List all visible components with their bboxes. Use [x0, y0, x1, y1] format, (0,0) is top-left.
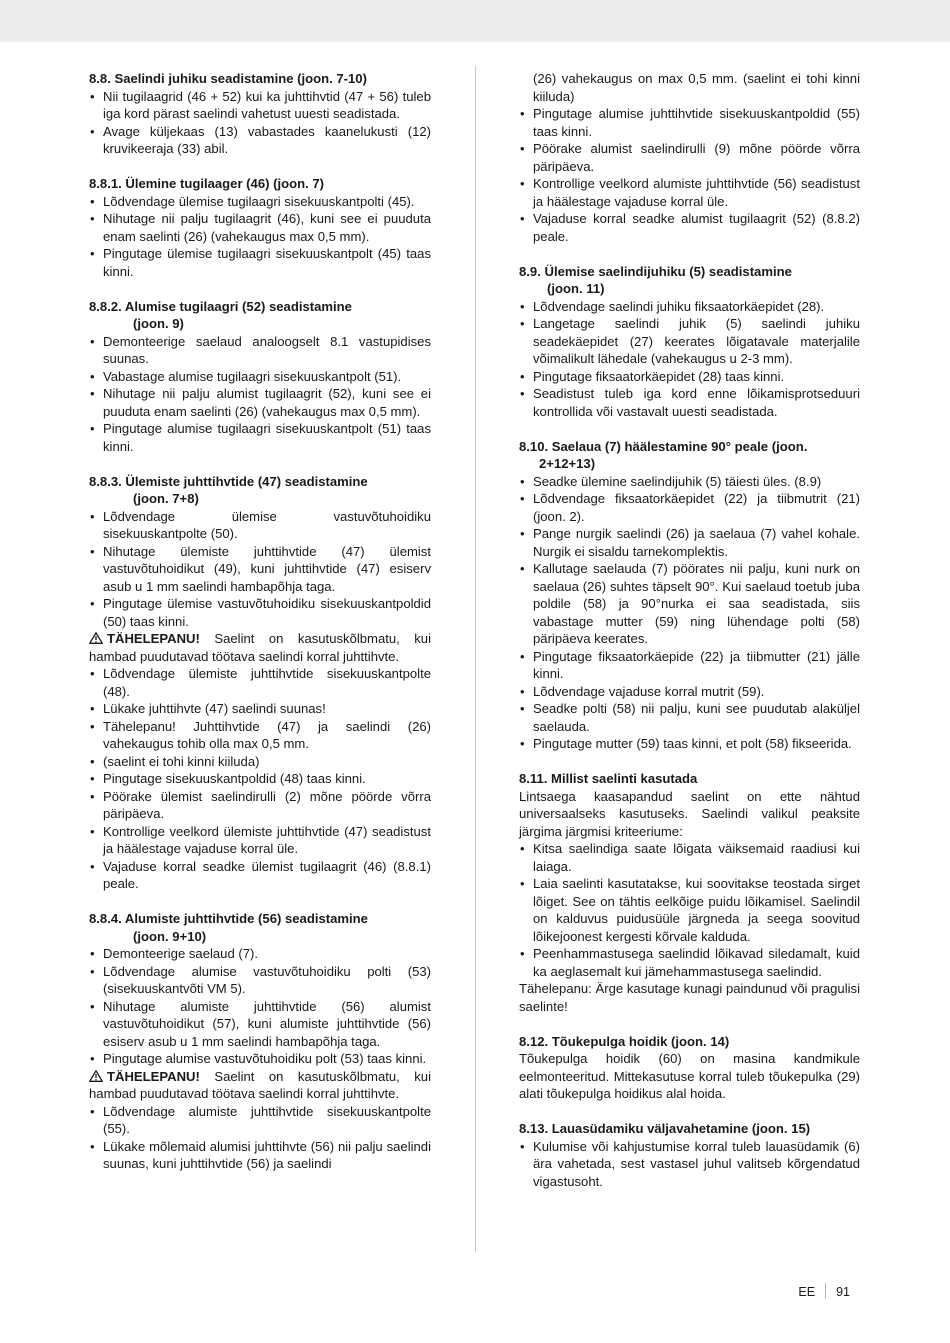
warning-label: TÄHELEPANU! [107, 1068, 200, 1084]
list-item: • Nihutage nii palju tugilaagrit (46), kuni see ei puuduta enam saelinti (26) (vahekaugus max 0,5 mm). [89, 210, 431, 245]
list-item: • Vajaduse korral seadke alumist tugilaagrit (52) (8.8.2) peale. [519, 210, 860, 245]
list-item: • Kallutage saelauda (7) pöörates nii palju, kuni nurk on saelaua (26) suhtes täpselt 90°. Kui saelaud toetub juba poldile (58) ja 90°nurka ei saa seadistada, siis vabastage mutter (59) ning lühendage polti (58) päripäeva keerates. [519, 560, 860, 648]
list-item: • Pingutage ülemise tugilaagri sisekuuskantpolt (45) taas kinni. [89, 245, 431, 280]
list-item: • Peenhammastusega saelindid lõikavad siledamalt, kuid ka aeglasemalt kui jämehammastusega saelindid. [519, 945, 860, 980]
list-item: • Vabastage alumise tugilaagri sisekuuskantpolt (51). [89, 368, 431, 386]
warning-text: Saelint on kasutuskõlbmatu, kui hambad puudutavad töötava saelindi korral juhttihvte. [89, 631, 431, 664]
list-item: • Laia saelinti kasutatakse, kui soovitakse teostada sirget lõiget. See on tähtis eelkõige puidu lõikamisel. Saelindil on kalduvus puidusüüle järgneda ja seega soovitud lõikejoonest kergesti kõrvale kalduda. [519, 875, 860, 945]
page-footer [798, 1283, 850, 1299]
heading-number: 8.9. [519, 263, 541, 279]
heading-continuation: (joon. 9) [133, 316, 184, 331]
list-item: • Nihutage ülemiste juhttihvtide (47) ülemist vastuvõtuhoidikut (49), kuni juhttihvtide (47) esiserv asub u 1 mm saelindi hambapõhja taga. [89, 543, 431, 596]
section-heading: 8.13. Lauasüdamiku väljavahetamine (joon. 15) [519, 1121, 811, 1136]
top-band [0, 0, 950, 42]
heading-title: Alumise tugilaagri (52) seadistamine [124, 298, 352, 314]
list-item: • Pingutage fiksaatorkäepidet (28) taas kinni. [519, 368, 860, 386]
section-8-8-1 [89, 175, 431, 280]
list-item: • Langetage saelindi juhik (5) saelindi juhiku seadekäepidet (27) keerates lõigatavale materjalile võimalikult lähedale (vahekaugus u 2-3 mm). [519, 315, 860, 368]
paragraph: Tõukepulga hoidik (60) on masina kandmikule eelmonteeritud. Mittekasutuse korral tuleb tõukepulka (29) alati tõukepulga hoidikus alal hoida. [519, 1051, 860, 1101]
section-heading [89, 910, 431, 945]
list-item: • Nii tugilaagrid (46 + 52) kui ka juhttihvtid (47 + 56) tuleb iga kord pärast saelindi vahetust uuesti seadistada. [89, 88, 431, 123]
bullet-list [89, 333, 431, 456]
heading-continuation: 2+12+13) [539, 456, 596, 471]
list-item: • Pingutage alumise vastuvõtuhoidiku polt (53) taas kinni. [89, 1050, 431, 1068]
list-item: • Tähelepanu! Juhttihvtide (47) ja saelindi (26) vahekaugus tohib olla max 0,5 mm. [89, 718, 431, 753]
list-item: • Seadistust tuleb iga kord enne lõikamisprotseduuri kontrollida või vastavalt uuesti seadistada. [519, 385, 860, 420]
list-item: • Pingutage fiksaatorkäepide (22) ja tiibmutter (21) jälle kinni. [519, 648, 860, 683]
list-item: • Lõdvendage vajaduse korral mutrit (59). [519, 683, 860, 701]
bullet-list [89, 508, 431, 631]
section-heading [519, 263, 860, 298]
list-item: • Pingutage alumise juhttihvtide sisekuuskantpoldid (55) taas kinni. [519, 105, 860, 140]
list-item: • Lõdvendage alumiste juhttihvtide sisekuuskantpolte (55). [89, 1103, 431, 1138]
section-heading [89, 473, 431, 508]
section-8-9 [519, 263, 860, 421]
list-item: • Lõdvendage ülemise vastuvõtuhoidiku sisekuuskantpolte (50). [89, 508, 431, 543]
list-item: • Pange nurgik saelindi (26) ja saelaua (7) vahel kohale. Nurgik ei sisaldu tarnekomplektis. [519, 525, 860, 560]
section-8-11 [519, 770, 860, 1015]
section-8-10 [519, 438, 860, 753]
bullet-list [89, 88, 431, 158]
list-item: • Demonteerige saelaud (7). [89, 945, 431, 963]
section-heading: 8.8.1. Ülemine tugilaager (46) (joon. 7) [89, 176, 325, 191]
section-heading: 8.11. Millist saelinti kasutada [519, 771, 698, 786]
section-8-13 [519, 1120, 860, 1190]
bullet-list [519, 298, 860, 421]
list-item: • Lõdvendage fiksaatorkäepidet (22) ja tiibmutrit (21) (joon. 2). [519, 490, 860, 525]
paragraph: Lintsaega kaasapandud saelint on ette nähtud universaalseks kasutuseks. Saelindi valikul peaksite järgima järgmisi kriteeriume: [519, 788, 860, 839]
continuation-text: (26) vahekaugus on max 0,5 mm. (saelint ei tohi kinni kiiluda) [533, 71, 860, 104]
list-item: • Lõdvendage ülemiste juhttihvtide sisekuuskantpolte (48). [89, 665, 431, 700]
list-item: • Lõdvendage ülemise tugilaagri sisekuuskantpolti (45). [89, 193, 431, 211]
section-heading [89, 298, 431, 333]
section-8-8-2 [89, 298, 431, 456]
list-item: • Lükake mõlemaid alumisi juhttihvte (56) nii palju saelindi suunas, kuni juhttihvtide (56) ja saelindi [89, 1138, 431, 1173]
bullet-list [89, 1103, 431, 1173]
bullet-list [519, 1138, 860, 1191]
list-item: • Pingutage mutter (59) taas kinni, et polt (58) fikseerida. [519, 735, 860, 753]
column-divider [475, 66, 476, 1252]
heading-title: Ülemise saelindijuhiku (5) seadistamine [544, 263, 792, 279]
heading-number: 8.10. [519, 438, 549, 454]
warning-text: Saelint on kasutuskõlbmatu, kui hambad puudutavad töötava saelindi korral juhttihvte. [89, 1068, 431, 1101]
heading-number: 8.8.3. [89, 473, 122, 489]
heading-number: 8.8.4. [89, 911, 122, 926]
list-item: • Nihutage nii palju alumist tugilaagrit (52), kuni see ei puuduta enam saelinti (26) (vahekaugus max 0,5 mm). [89, 385, 431, 420]
section-8-8 [89, 70, 431, 158]
list-item: • Kontrollige veelkord alumiste juhttihvtide (56) seadistust ja häälestage vajaduse korral üle. [519, 175, 860, 210]
list-item: • Lõdvendage saelindi juhiku fiksaatorkäepidet (28). [519, 298, 860, 316]
heading-number: 8.8.2. [89, 298, 122, 314]
list-item: • Demonteerige saelaud analoogselt 8.1 vastupidises suunas. [89, 333, 431, 368]
bullet-list [519, 840, 860, 980]
bullet-list [89, 945, 431, 1068]
list-item: • Kulumise või kahjustumise korral tuleb lauasüdamik (6) ära vahetada, sest vastasel juhul valitseb kõrgendatud vigastusoht. [519, 1138, 860, 1191]
bullet-list [519, 473, 860, 753]
list-item: • Pingutage alumise tugilaagri sisekuuskantpolt (51) taas kinni. [89, 420, 431, 455]
section-8-12 [519, 1033, 860, 1103]
list-item: • Avage küljekaas (13) vabastades kaanelukusti (12) kruvikeeraja (33) abil. [89, 123, 431, 158]
list-item: • Nihutage alumiste juhttihvtide (56) alumist vastuvõtuhoidikut (57), kuni alumiste juhttihvtide (56) esiserv asub u 1 mm saelindi hambapõhja taga. [89, 998, 431, 1051]
page-number: 91 [836, 1285, 850, 1299]
section-heading: 8.12. Tõukepulga hoidik (joon. 14) [519, 1033, 730, 1049]
bullet-list [89, 193, 431, 281]
right-column [519, 70, 860, 1190]
list-item: • Pingutage ülemise vastuvõtuhoidiku sisekuuskantpoldid (50) taas kinni. [89, 595, 431, 630]
warning-paragraph [89, 630, 431, 665]
section-8-8-4-continued [519, 70, 860, 245]
language-code: EE [798, 1285, 816, 1299]
list-item: • Pöörake ülemist saelindirulli (2) mõne pöörde võrra päripäeva. [89, 788, 431, 823]
heading-title: Ülemiste juhttihvtide (47) seadistamine [125, 473, 368, 489]
list-item: • Kontrollige veelkord ülemiste juhttihvtide (47) seadistust ja häälestage vajaduse korral üle. [89, 823, 431, 858]
list-item: • Vajaduse korral seadke ülemist tugilaagrit (46) (8.8.1) peale. [89, 858, 431, 893]
warning-label: TÄHELEPANU! [107, 631, 200, 646]
list-item: • Pingutage sisekuuskantpoldid (48) taas kinni. [89, 770, 431, 788]
list-item: • Pöörake alumist saelindirulli (9) mõne pöörde võrra päripäeva. [519, 140, 860, 175]
section-heading: 8.8. Saelindi juhiku seadistamine (joon. 7-10) [89, 71, 367, 86]
heading-title: Saelaua (7) häälestamine 90° peale (joon. [551, 438, 808, 454]
section-8-8-4 [89, 910, 431, 1173]
list-item: • Seadke polti (58) nii palju, kuni see puudutab alaküljel saelauda. [519, 700, 860, 735]
warning-paragraph [89, 1068, 431, 1103]
list-item: • Seadke ülemine saelindijuhik (5) täiesti üles. (8.9) [519, 473, 860, 491]
list-item: • Kitsa saelindiga saate lõigata väiksemaid raadiusi kui laiaga. [519, 840, 860, 875]
list-item: • Lõdvendage alumise vastuvõtuhoidiku polti (53) (sisekuuskantvõti VM 5). [89, 963, 431, 998]
bullet-list [89, 665, 431, 893]
heading-title: Alumiste juhttihvtide (56) seadistamine [124, 911, 368, 926]
warning-triangle-icon [89, 1070, 103, 1082]
heading-continuation: (joon. 9+10) [133, 928, 207, 944]
paragraph: Tähelepanu: Ärge kasutage kunagi paindunud või pragulisi saelinte! [519, 981, 860, 1014]
left-column [89, 70, 431, 1173]
bullet-list [519, 105, 860, 245]
list-item: • (saelint ei tohi kinni kiiluda) [89, 753, 431, 771]
list-item: • Lükake juhttihvte (47) saelindi suunas! [89, 700, 431, 718]
section-8-8-3 [89, 473, 431, 893]
heading-continuation: (joon. 7+8) [133, 491, 199, 506]
heading-continuation: (joon. 11) [547, 281, 605, 296]
section-heading [519, 438, 860, 473]
warning-triangle-icon [89, 632, 103, 644]
